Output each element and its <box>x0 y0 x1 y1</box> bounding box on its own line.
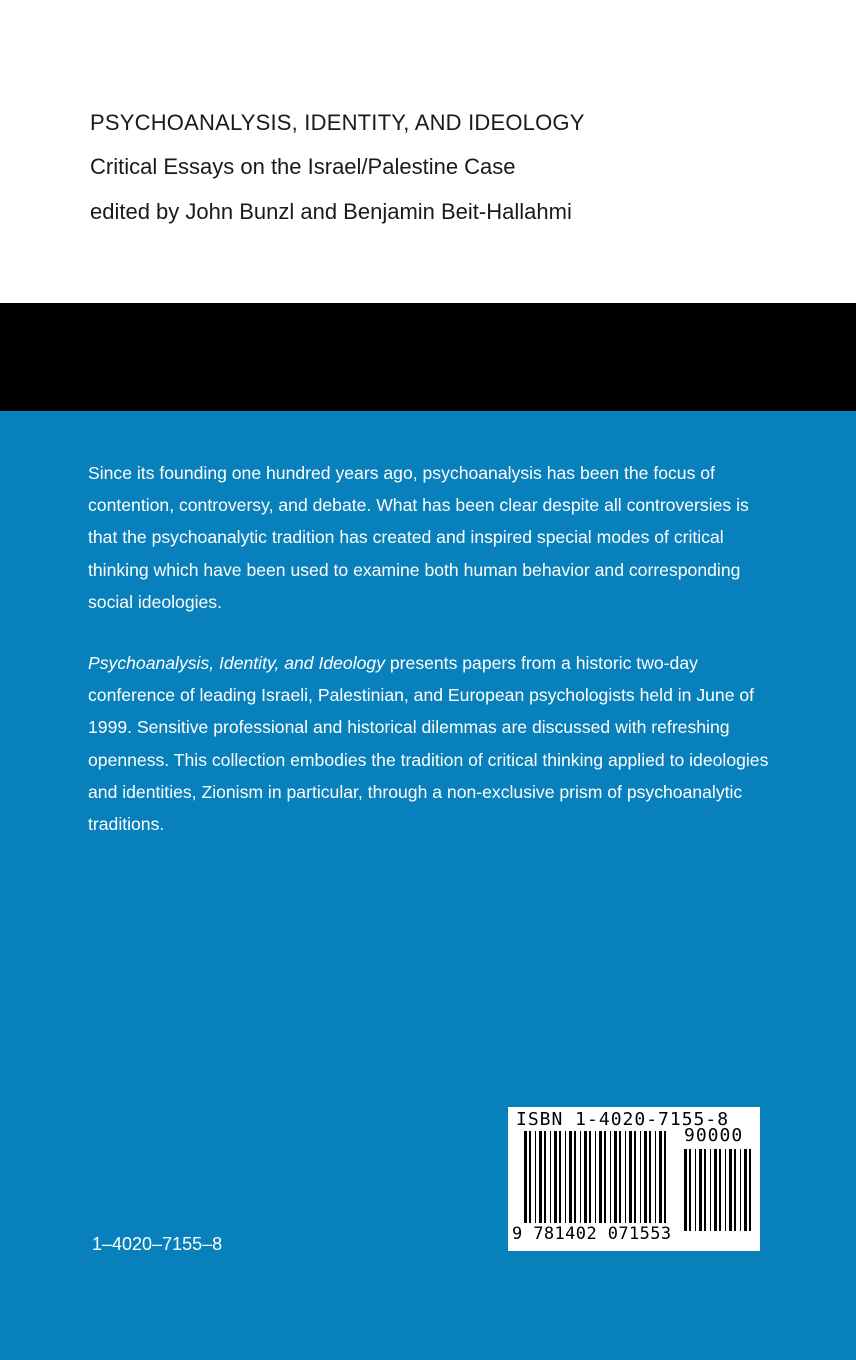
isbn-number: 1–4020–7155–8 <box>92 1234 223 1254</box>
barcode-bar <box>664 1131 666 1223</box>
barcode-bar <box>529 1131 531 1223</box>
barcode <box>508 1107 760 1251</box>
barcode-bar <box>604 1131 606 1223</box>
barcode-bar <box>714 1149 717 1231</box>
barcode-bar <box>544 1131 546 1223</box>
barcode-bar <box>634 1131 636 1223</box>
barcode-bar <box>704 1149 706 1231</box>
barcode-bar <box>725 1149 726 1231</box>
barcode-bar <box>524 1131 527 1223</box>
blurb-paragraph-1: Since its founding one hundred years ago, psychoanalysis has been the focus of contention, controversy, and debate. What has been clear despite all controversies is that the psychoanalytic tradition has created and inspired special modes of critical thinking which have been used to examine both human behavior and corresponding social ideologies. <box>88 463 749 612</box>
barcode-bar <box>744 1149 747 1231</box>
book-editors: edited by John Bunzl and Benjamin Beit-Hallahmi <box>90 199 572 224</box>
barcode-bar <box>640 1131 641 1223</box>
barcode-bar <box>644 1131 647 1223</box>
price-addon-bars <box>684 1149 751 1231</box>
blurb-paragraph-2-text: presents papers from a historic two-day conference of leading Israeli, Palestinian, and European psychologists held in June of 1999. Sensitive professional and historical dilemmas are discussed with refreshing openness. This collection embodies the tradition of critical thinking applied to ideologies and identities, Zionism in particular, through a non-exclusive prism of psychoanalytic traditions. <box>88 653 769 835</box>
barcode-bar <box>719 1149 721 1231</box>
barcode-bar <box>610 1131 611 1223</box>
barcode-bar <box>599 1131 602 1223</box>
barcode-bar <box>554 1131 557 1223</box>
barcode-bar <box>574 1131 576 1223</box>
barcode-bar <box>595 1131 596 1223</box>
barcode-bar <box>550 1131 551 1223</box>
barcode-bar <box>695 1149 696 1231</box>
barcode-bar <box>589 1131 591 1223</box>
barcode-bar <box>684 1149 687 1231</box>
book-title: PSYCHOANALYSIS, IDENTITY, AND IDEOLOGY <box>90 110 585 135</box>
barcode-bar <box>659 1131 662 1223</box>
barcode-bar <box>584 1131 587 1223</box>
title-panel <box>0 0 856 303</box>
barcode-bar <box>565 1131 566 1223</box>
barcode-bar <box>649 1131 651 1223</box>
barcode-bar <box>629 1131 632 1223</box>
barcode-bar <box>734 1149 736 1231</box>
barcode-bar <box>559 1131 561 1223</box>
black-band <box>0 303 856 411</box>
barcode-isbn-label: ISBN 1-4020-7155-8 <box>516 1109 730 1130</box>
barcode-bar <box>740 1149 741 1231</box>
barcode-bar <box>580 1131 581 1223</box>
barcode-bar <box>569 1131 572 1223</box>
barcode-bar <box>539 1131 542 1223</box>
barcode-bar <box>619 1131 621 1223</box>
barcode-bar <box>535 1131 536 1223</box>
barcode-bar <box>655 1131 656 1223</box>
barcode-price-code: 90000 <box>684 1125 744 1146</box>
barcode-bar <box>625 1131 626 1223</box>
ean-bars <box>524 1131 666 1223</box>
barcode-ean-digits: 9 781402 071553 <box>512 1224 672 1244</box>
blurb-paragraph-2 <box>88 647 778 840</box>
book-subtitle: Critical Essays on the Israel/Palestine Case <box>90 154 516 179</box>
barcode-bar <box>689 1149 691 1231</box>
barcode-bar <box>729 1149 732 1231</box>
barcode-bar <box>749 1149 751 1231</box>
barcode-bar <box>710 1149 711 1231</box>
barcode-bar <box>614 1131 617 1223</box>
barcode-bar <box>699 1149 702 1231</box>
blurb-book-title: Psychoanalysis, Identity, and Ideology <box>88 653 385 673</box>
